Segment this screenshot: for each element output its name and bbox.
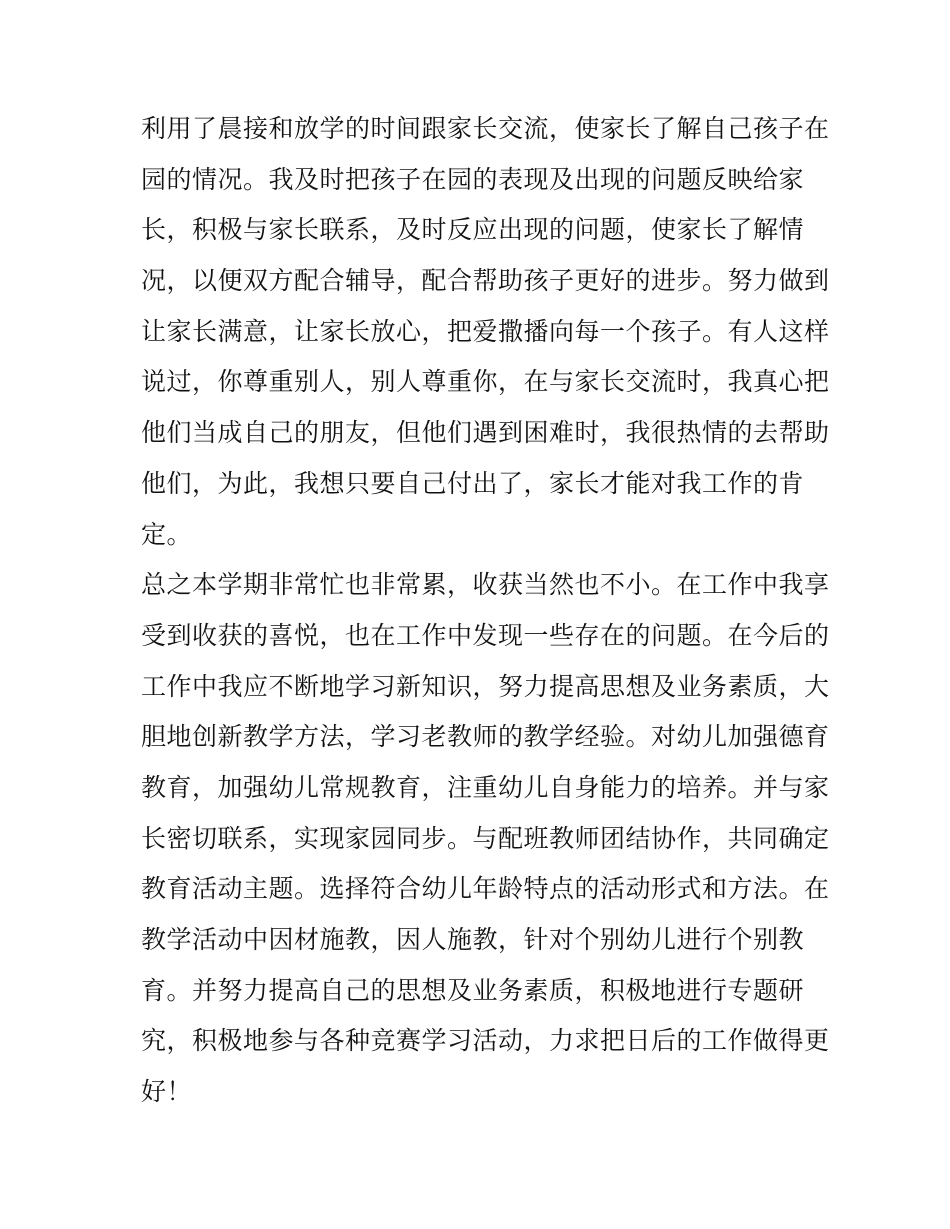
text-line: 利用了晨接和放学的时间跟家长交流，使家长了解自己孩子在 — [141, 114, 830, 143]
text-line: 定。 — [141, 519, 193, 549]
text-line: 教育，加强幼儿常规教育，注重幼儿自身能力的培养。并与家 — [141, 772, 830, 802]
text-line: 受到收获的喜悦，也在工作中发现一些存在的问题。在今后的 — [141, 620, 830, 650]
text-line: 园的情况。我及时把孩子在园的表现及出现的问题反映给家 — [141, 164, 805, 194]
text-line: 教学活动中因材施教，因人施教，针对个别幼儿进行个别教 — [141, 925, 805, 954]
text-line: 究，积极地参与各种竞赛学习活动，力求把日后的工作做得更 — [141, 1026, 830, 1056]
text-line: 工作中我应不断地学习新知识，努力提高思想及业务素质，大 — [141, 671, 830, 701]
text-line: 育。并努力提高自己的思想及业务素质，积极地进行专题研 — [141, 975, 805, 1005]
text-line: 他们当成自己的朋友，但他们遇到困难时，我很热情的去帮助 — [141, 418, 830, 448]
text-line: 好！ — [141, 1077, 193, 1107]
text-line: 教育活动主题。选择符合幼儿年龄特点的活动形式和方法。在 — [141, 874, 830, 904]
text-line: 说过，你尊重别人，别人尊重你，在与家长交流时，我真心把 — [141, 367, 830, 397]
text-line: 长，积极与家长联系，及时反应出现的问题，使家长了解情 — [141, 215, 805, 245]
text-line: 他们，为此，我想只要自己付出了，家长才能对我工作的肯 — [141, 468, 805, 498]
text-line: 让家长满意，让家长放心，把爱撒播向每一个孩子。有人这样 — [141, 316, 830, 346]
text-line: 长密切联系，实现家园同步。与配班教师团结协作，共同确定 — [141, 823, 830, 853]
text-line: 胆地创新教学方法，学习老教师的教学经验。对幼儿加强德育 — [141, 722, 830, 752]
text-line: 总之本学期非常忙也非常累，收获当然也不小。在工作中我享 — [141, 570, 830, 600]
document-body — [141, 104, 831, 1118]
paragraph-2 — [141, 560, 831, 1118]
paragraph-1 — [141, 104, 831, 560]
text-line: 况，以便双方配合辅导，配合帮助孩子更好的进步。努力做到 — [141, 266, 830, 296]
